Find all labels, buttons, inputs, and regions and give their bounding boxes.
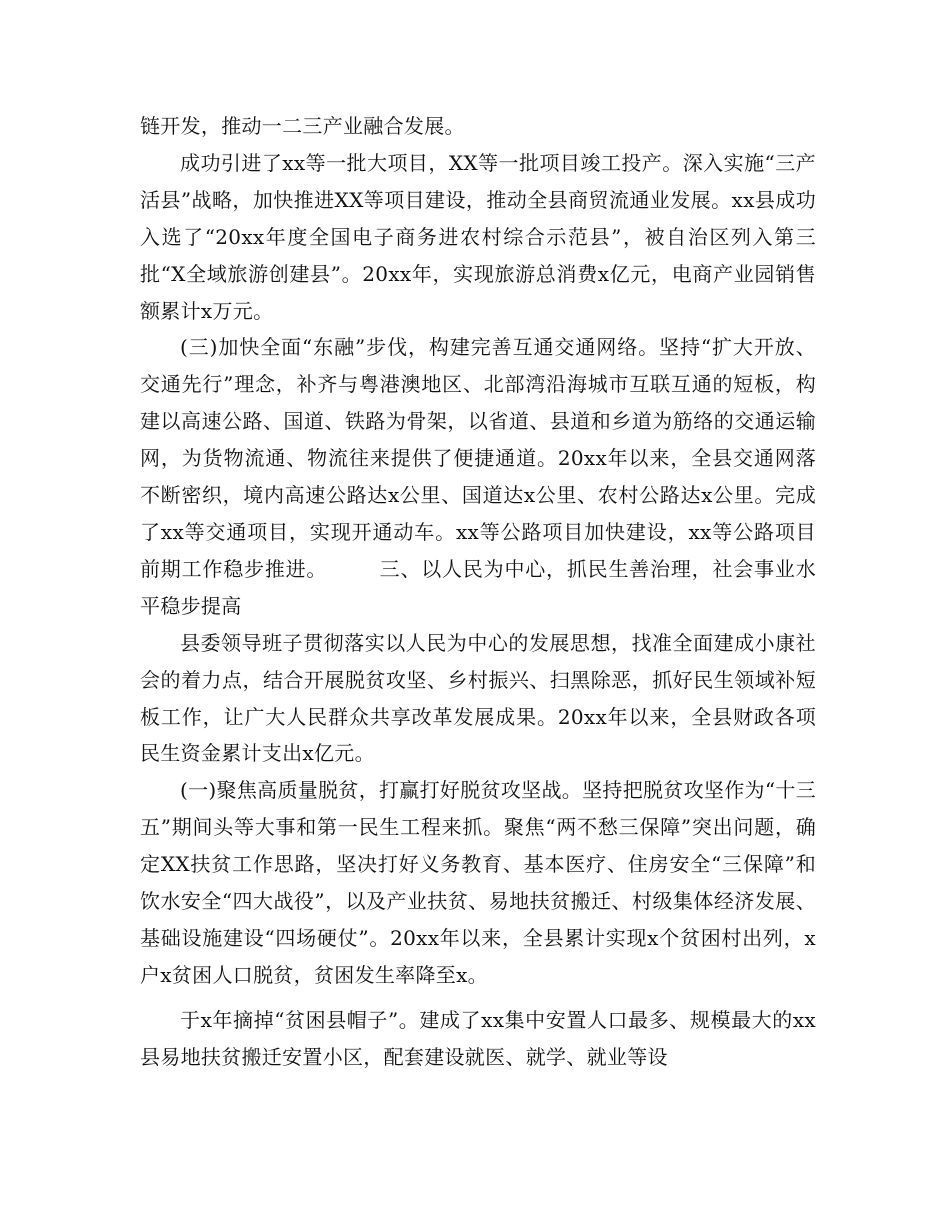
paragraph: (三)加快全面“东融”步伐，构建完善互通交通网络。坚持“扩大开放、交通先行”理念，补齐与粤港澳地区、北部湾沿海城市互联互通的短板，构建以高速公路、国道、铁路为骨架，以省道、县道和乡道为筋络的交通运输网，为货物流通、物流往来提供了便捷通道。20xx年以来，全县交通网落不断密织，境内高速公路达x公里、国道达x公里、农村公路达x公里。完成了xx等交通项目，实现开通动车。xx等公路项目加快建设，xx等公路项目前期工作稳步推进。 三、以人民为中心，抓民生善治理，社会事业水平稳步提高 (140, 335, 816, 618)
paragraph: 于x年摘掉“贫困县帽子”。建成了xx集中安置人口最多、规模最大的xx县易地扶贫搬迁安置小区，配套建设就医、就学、就业等设 (140, 1007, 816, 1069)
paragraph: 县委领导班子贯彻落实以人民为中心的发展思想，找准全面建成小康社会的着力点，结合开展脱贫攻坚、乡村振兴、扫黑除恶，抓好民生领域补短板工作，让广大人民群众共享改革发展成果。20xx年以来，全县财政各项民生资金累计支出x亿元。 (140, 630, 816, 766)
paragraph: 链开发，推动一二三产业融合发展。 (140, 114, 465, 138)
document-body (140, 108, 816, 1076)
paragraph: (一)聚焦高质量脱贫，打赢打好脱贫攻坚战。坚持把脱贫攻坚作为“十三五”期间头等大事和第一民生工程来抓。聚焦“两不愁三保障”突出问题，确定XX扶贫工作思路，坚决打好义务教育、基本医疗、住房安全“三保障”和饮水安全“四大战役”，以及产业扶贫、易地扶贫搬迁、村级集体经济发展、基础设施建设“四场硬仗”。20xx年以来，全县累计实现x个贫困村出列，x户x贫困人口脱贫，贫困发生率降至x。 (140, 778, 816, 987)
paragraph: 成功引进了xx等一批大项目，XX等一批项目竣工投产。深入实施“三产活县”战略，加快推进XX等项目建设，推动全县商贸流通业发展。xx县成功入选了“20xx年度全国电子商务进农村综合示范县”，被自治区列入第三批“X全域旅游创建县”。20xx年，实现旅游总消费x亿元，电商产业园销售额累计x万元。 (140, 150, 816, 323)
